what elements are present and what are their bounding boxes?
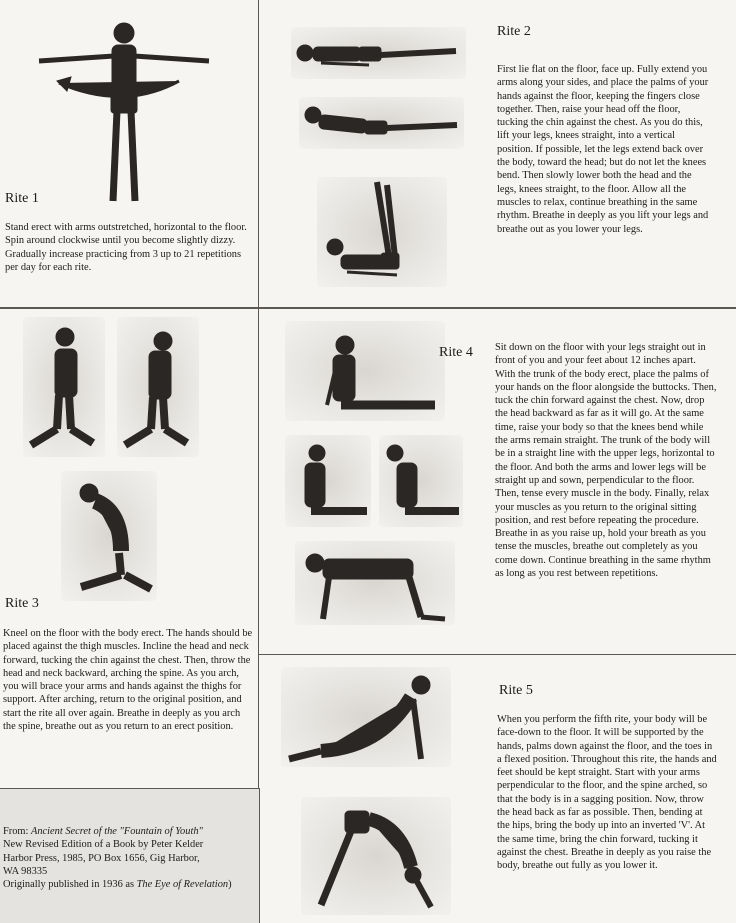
rite2-title: Rite 2 — [497, 24, 531, 39]
rite4-panel — [258, 308, 736, 656]
rite5-photo-1 — [281, 667, 451, 767]
rite4-title: Rite 4 — [439, 345, 473, 360]
kneeling-chin-tucked-figure-icon — [117, 317, 199, 457]
rite2-photo-2 — [299, 97, 464, 149]
rite4-photo-1 — [285, 321, 445, 421]
rite3-panel — [0, 308, 260, 790]
rite3-photo-1 — [23, 317, 105, 457]
tabletop-figure-icon — [295, 541, 455, 625]
rite4-photo-2 — [285, 435, 371, 527]
rite3-photo-2 — [117, 317, 199, 457]
rite1-text: Stand erect with arms outstretched, horizontal to the floor. Spin around clockwise until you become slightly dizzy. Gradually increase practicing from 3 up to 21 repetitions per day for each rite. — [5, 222, 247, 273]
sagging-figure-icon — [281, 667, 451, 767]
rite5-text: When you perform the fifth rite, your body will be face-down to the floor. It will be supported by the hands, palms down against the floor, and the toes in a flexed position. Throughout this rite, the hands and feet should be kept straight. Start with your arms perpendicular to the floor, and the spine arched, so that the body is in a sagging position. Now, throw the head back as far as possible. Then, bending at the hips, bring the body up into an inverted 'V'. At the same time, bring the chin forward, tucking it against the chest. Breathe in deeply as you raise the body, breathe out fully as you lower it. — [497, 714, 717, 872]
rite3-text: Kneel on the floor with the body erect. The hands should be placed against the thigh muscles. Incline the head and neck forward, tucking the chin against the chest. Then, throw the head and neck backward, arching the spine. As you arch, you will brace your arms and hands against the thighs for support. After arching, return to the original position, and start the rite all over again. Breathe in deeply as you arch the spine, breathe out as you return to an erect position. — [3, 628, 253, 733]
rite1-panel — [0, 0, 260, 308]
seated-chin-tucked-figure-icon — [285, 435, 371, 527]
head-raised-figure-icon — [299, 97, 464, 149]
kneeling-arched-figure-icon — [61, 471, 157, 601]
seated-head-back-figure-icon — [379, 435, 463, 527]
inverted-v-figure-icon — [301, 797, 451, 915]
source-line-1: From: Ancient Secret of the "Fountain of Youth" — [3, 826, 203, 837]
rite5-photo-2 — [301, 797, 451, 915]
rite3-photo-3 — [61, 471, 157, 601]
rite2-panel — [258, 0, 736, 308]
rite5-panel — [258, 654, 736, 923]
rite4-text: Sit down on the floor with your legs straight out in front of you and your feet about 12 inches apart. With the trunk of the body erect, place the palms of your hands on the floor alongside the buttocks. Then, tuck the chin forward against the chest. Now, drop the head backward as far as it will go. At the same time, raise your body so that the knees bend while the arms remain straight. The trunk of the body will be in a straight line with the upper legs, horizontal to the floor. And both the arms and lower legs will be straight up and sown, perpendicular to the floor. Then, tense every muscle in the body. Finally, relax your muscles as you return to the original sitting position, and rest before repeating the procedure. Breathe in as you raise up, hold your breath as you tense the muscles, breathe out completely as you come down. Continue breathing in the same rhythm as long as you rest between repetitions. — [495, 342, 717, 580]
source-panel — [0, 788, 260, 923]
source-citation — [3, 825, 255, 891]
rite4-photo-4 — [295, 541, 455, 625]
source-line-3: Harbor Press, 1985, PO Box 1656, Gig Harbor, — [3, 852, 200, 864]
source-original-title: The Eye of Revelation — [136, 879, 229, 891]
rite5-title: Rite 5 — [499, 683, 533, 698]
rite1-title: Rite 1 — [5, 191, 39, 206]
rite4-photo-3 — [379, 435, 463, 527]
rite2-photo-1 — [291, 27, 466, 79]
legs-raised-figure-icon — [317, 177, 447, 287]
spinning-figure-icon — [29, 11, 219, 206]
kneeling-erect-figure-icon — [23, 317, 105, 457]
source-book-title: Ancient Secret of the "Fountain of Youth" — [31, 826, 203, 837]
rite2-text: First lie flat on the floor, face up. Fully extend you arms along your sides, and place the palms of your hands against the floor, keeping the fingers close together. Then, raise your head off the floor, tucking the chin against the chest. As you do this, lift your legs, knees straight, into a vertical position. If possible, let the legs extend back over the body, toward the head; but do not let the knees bend. Then slowly lower both the head and the legs, knees straight, to the floor. Allow all the muscles to relax, continue breathing in the same rhythm. Breathe in deeply as you lift your legs and breathe out as you lower your legs. — [497, 64, 709, 235]
rite1-photo — [29, 11, 219, 206]
source-line-5: Originally published in 1936 as The Eye of Revelation) — [3, 879, 232, 891]
lying-figure-icon — [291, 27, 466, 79]
source-line-4: WA 98335 — [3, 865, 48, 877]
seated-figure-icon — [285, 321, 445, 421]
source-line-2: New Revised Edition of a Book by Peter Kelder — [3, 839, 204, 851]
rite3-title: Rite 3 — [5, 596, 39, 611]
rite2-photo-3 — [317, 177, 447, 287]
